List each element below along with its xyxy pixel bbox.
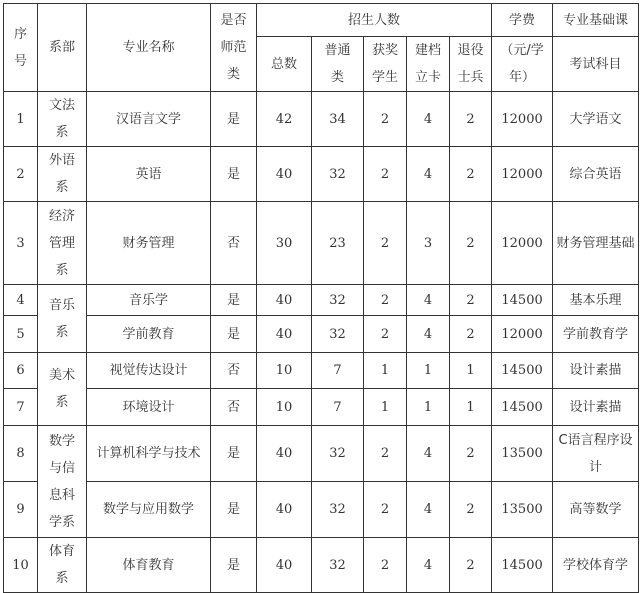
cell-seq: 3 [4,202,38,285]
header-enroll-group: 招生人数 [257,4,492,37]
cell-award: 1 [364,389,407,426]
cell-award: 2 [364,482,407,538]
cell-fee: 13500 [492,426,553,482]
cell-normal: 是 [211,316,257,353]
cell-dept-text: 音乐系 [48,297,75,340]
cell-dept-text: 外语系 [48,153,75,195]
cell-fee: 14500 [492,285,553,316]
cell-dept [38,147,87,202]
cell-normal: 是 [211,482,257,538]
cell-award: 2 [364,538,407,593]
cell-dept-text: 数学与信息科学系 [48,433,75,530]
cell-fee: 14500 [492,389,553,426]
table-row [4,147,639,202]
cell-award: 2 [364,426,407,482]
cell-veteran: 2 [450,482,492,538]
cell-seq: 9 [4,482,38,538]
header-seq: 序号 [4,4,38,92]
table-row [4,92,639,147]
cell-fee: 14500 [492,538,553,593]
cell-dept-text: 美术系 [48,368,75,410]
cell-seq: 1 [4,92,38,147]
cell-poor: 4 [407,92,450,147]
cell-dept-text: 体育系 [48,544,75,586]
cell-seq: 2 [4,147,38,202]
header-veteran: 退役士兵 [450,37,492,92]
cell-course [553,316,639,353]
header-course-top: 专业基础课 [553,4,639,37]
cell-course [553,538,639,593]
cell-major: 视觉传达设计 [87,353,211,389]
cell-regular: 32 [312,482,364,538]
cell-total: 40 [257,482,312,538]
cell-veteran: 2 [450,316,492,353]
header-major: 专业名称 [87,4,211,92]
table-row [4,538,639,593]
cell-major: 体育教育 [87,538,211,593]
cell-course-text: 大学语文 [569,111,622,127]
cell-veteran: 2 [450,426,492,482]
cell-award: 2 [364,285,407,316]
cell-regular: 7 [312,353,364,389]
cell-major: 英语 [87,147,211,202]
cell-regular: 32 [312,426,364,482]
cell-dept [38,202,87,285]
header-fee-top: 学费 [492,4,553,37]
cell-award: 1 [364,353,407,389]
header-dept: 系部 [38,4,87,92]
cell-course [553,285,639,316]
cell-normal: 是 [211,285,257,316]
table-row [4,389,639,426]
cell-poor: 4 [407,316,450,353]
cell-total: 10 [257,353,312,389]
cell-course [553,426,639,482]
cell-veteran: 1 [450,353,492,389]
table-row [4,202,639,285]
cell-poor: 1 [407,353,450,389]
table-body [4,92,639,593]
cell-poor: 4 [407,147,450,202]
cell-poor: 4 [407,538,450,593]
cell-course [553,482,639,538]
cell-dept-text: 文法系 [48,98,75,140]
header-fee-sub: （元/学年） [492,37,553,92]
cell-normal: 否 [211,389,257,426]
cell-fee: 12000 [492,202,553,285]
cell-poor: 1 [407,389,450,426]
cell-dept [38,353,87,426]
cell-course-text: 设计素描 [569,363,622,378]
cell-regular: 23 [312,202,364,285]
cell-total: 40 [257,538,312,593]
header-poor: 建档立卡 [407,37,450,92]
cell-course-text: 财务管理基础 [556,235,635,251]
cell-total: 40 [257,285,312,316]
cell-total: 30 [257,202,312,285]
header-total: 总数 [257,37,312,92]
cell-course [553,202,639,285]
cell-course-text: 综合英语 [569,166,622,182]
cell-poor: 4 [407,482,450,538]
cell-course-text: 设计素描 [569,399,622,415]
cell-seq: 10 [4,538,38,593]
cell-total: 40 [257,426,312,482]
cell-course-text: 学校体育学 [563,557,629,573]
cell-veteran: 2 [450,147,492,202]
cell-dept [38,92,87,147]
cell-award: 2 [364,147,407,202]
cell-course-text: C语言程序设计 [558,432,633,475]
cell-major: 财务管理 [87,202,211,285]
cell-seq: 5 [4,316,38,353]
cell-major: 计算机科学与技术 [87,426,211,482]
cell-award: 2 [364,202,407,285]
header-normal: 是否师范类 [211,4,257,92]
cell-fee: 13500 [492,482,553,538]
cell-veteran: 2 [450,202,492,285]
table-row [4,482,639,538]
cell-dept [38,538,87,593]
cell-seq: 8 [4,426,38,482]
cell-major: 音乐学 [87,285,211,316]
cell-regular: 7 [312,389,364,426]
cell-poor: 3 [407,202,450,285]
cell-course [553,147,639,202]
cell-regular: 34 [312,92,364,147]
cell-regular: 32 [312,285,364,316]
cell-total: 42 [257,92,312,147]
cell-normal: 否 [211,202,257,285]
table-row [4,316,639,353]
cell-veteran: 1 [450,389,492,426]
cell-major: 环境设计 [87,389,211,426]
cell-poor: 4 [407,426,450,482]
cell-course [553,389,639,426]
cell-normal: 是 [211,147,257,202]
cell-major: 数学与应用数学 [87,482,211,538]
cell-dept [38,285,87,353]
cell-normal: 是 [211,92,257,147]
cell-fee: 12000 [492,92,553,147]
cell-seq: 7 [4,389,38,426]
cell-fee: 12000 [492,147,553,202]
cell-total: 40 [257,147,312,202]
cell-course-text: 学前教育学 [563,326,629,342]
cell-normal: 是 [211,538,257,593]
cell-dept [38,426,87,538]
cell-regular: 32 [312,316,364,353]
cell-veteran: 2 [450,538,492,593]
cell-veteran: 2 [450,285,492,316]
header-award: 获奖学生 [364,37,407,92]
cell-dept-text: 经济管理系 [48,208,75,278]
cell-seq: 6 [4,353,38,389]
admissions-table [3,3,639,593]
cell-veteran: 2 [450,92,492,147]
header-course-sub: 考试科目 [553,37,639,92]
header-regular: 普通类 [312,37,364,92]
cell-poor: 4 [407,285,450,316]
table-row [4,426,639,482]
cell-fee: 14500 [492,353,553,389]
cell-normal: 否 [211,353,257,389]
table-row [4,353,639,389]
cell-total: 10 [257,389,312,426]
cell-normal: 是 [211,426,257,482]
cell-fee: 12000 [492,316,553,353]
cell-award: 2 [364,92,407,147]
cell-course-text: 高等数学 [569,502,622,517]
cell-course [553,353,639,389]
cell-major: 汉语言文学 [87,92,211,147]
cell-course-text: 基本乐理 [569,292,622,308]
cell-total: 40 [257,316,312,353]
cell-course [553,92,639,147]
cell-seq: 4 [4,285,38,316]
cell-major: 学前教育 [87,316,211,353]
cell-award: 2 [364,316,407,353]
cell-regular: 32 [312,147,364,202]
header-row-1 [4,4,639,37]
cell-regular: 32 [312,538,364,593]
table-row [4,285,639,316]
